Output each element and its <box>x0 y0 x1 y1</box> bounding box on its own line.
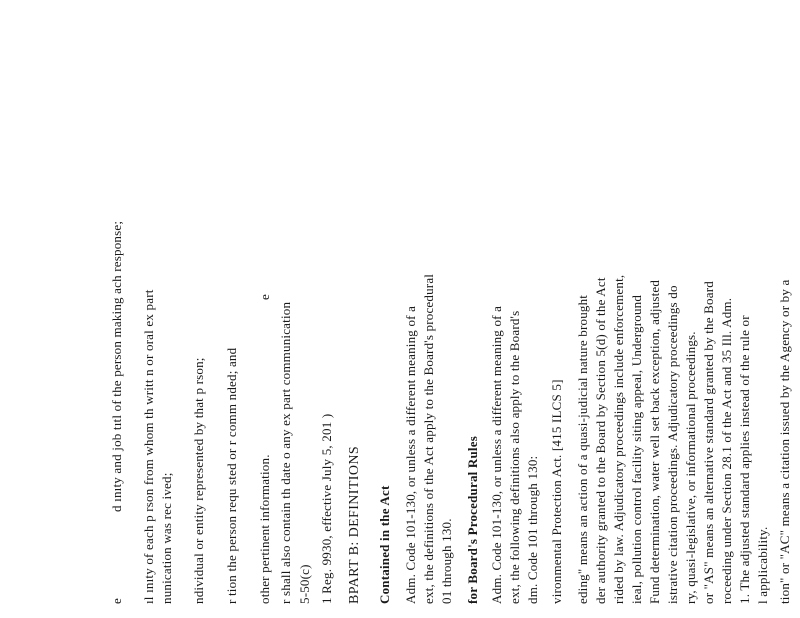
text-line: ndividual or entity represented by that p rson; <box>191 357 206 604</box>
text-line: r shall also contain th date o any ex part communication <box>278 301 293 604</box>
text-line: 1 Reg. 9930, effective July 5, 201 ) <box>319 413 334 604</box>
text-line: vironmental Protection Act. [415 ILCS 5] <box>549 379 564 604</box>
text-line: ext, the definitions of the Act apply to the Board's procedural <box>421 273 436 604</box>
text-line: d ınıty and job tıtl of the person making ach response; <box>109 220 124 512</box>
text-line: or "AS" means an alternative standard granted by the Board <box>701 281 716 604</box>
text-line: ıl ınıty of each p rson from whom th writt n or oral ex part <box>141 289 156 604</box>
text-line: 5-50(c) <box>297 564 312 604</box>
section-heading: for Board's Procedural Rules <box>465 436 480 604</box>
section-heading: Contained in the Act <box>377 485 392 604</box>
text-line: e <box>257 294 272 300</box>
text-line: tion" or "AC" means a citation issued by the Agency or by a <box>777 279 792 604</box>
text-line: roceeding under Section 28.1 of the Act and 35 Ill. Adm. <box>719 297 734 604</box>
text-line: ry, quasi-legislative, or informational proceedings. <box>683 331 698 604</box>
text-line: other pertinent information. <box>257 454 272 604</box>
text-line: 01 through 130. <box>439 518 454 604</box>
text-line: dm. Code 101 through 130: <box>525 455 540 604</box>
text-line: der authority granted to the Board by Section 5(d) of the Act <box>593 277 608 604</box>
text-line: Adm. Code 101-130, or unless a different meaning of a <box>489 305 504 604</box>
text-line: e <box>109 598 124 604</box>
text-line: l applicability. <box>755 526 770 604</box>
section-heading: BPART B: DEFINITIONS <box>347 445 362 604</box>
text-line: ieal, pollution control facility siting appeal, Underground <box>629 294 644 604</box>
text-line: eding" means an action of a quasi-judicial nature brought <box>575 294 590 604</box>
text-line: nunication was rec ived; <box>159 472 174 604</box>
text-line: rided by law. Adjudicatory proceedings include enforcement, <box>611 274 626 604</box>
text-line: Fund determination, water well set back exception, adjusted <box>647 279 662 604</box>
text-line: r tion the person requ sted or r comm nded; and <box>224 347 239 604</box>
text-line: 1. The adjusted standard applies instead of the rule or <box>737 315 752 604</box>
text-line: istrative citation proceedings. Adjudicatory proceedings do <box>665 285 680 604</box>
text-line: ext, the following definitions also apply to the Board's <box>507 310 522 604</box>
text-line: Adm. Code 101-130, or unless a different meaning of a <box>403 305 418 604</box>
